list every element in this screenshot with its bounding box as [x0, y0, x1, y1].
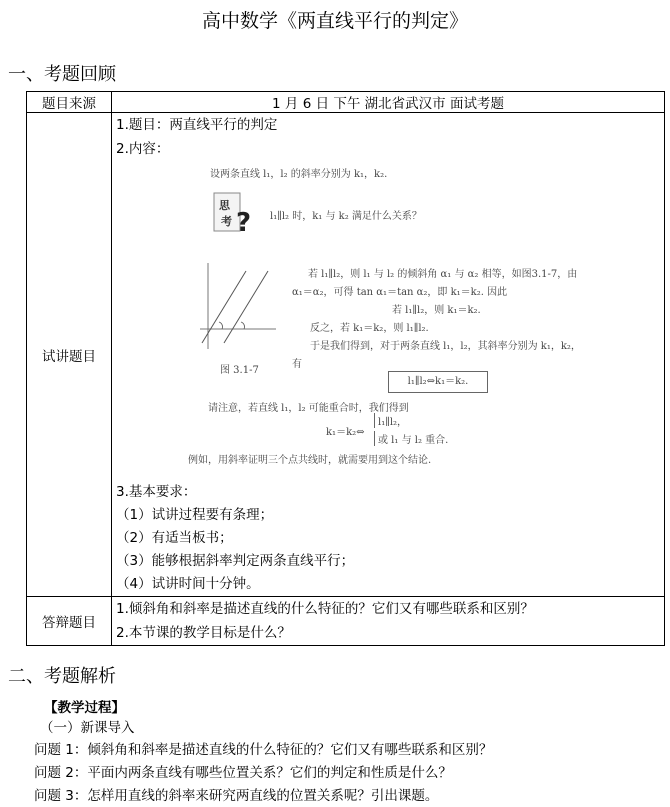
section-heading-review: 一、考题回顾: [8, 64, 116, 85]
source-value: 1 月 6 日 下午 湖北省武汉市 面试考题: [112, 92, 665, 113]
exam-table: [26, 91, 665, 646]
note-left: k₁＝k₂⇔: [326, 427, 365, 438]
figure-caption: 图 3.1-7: [220, 365, 259, 376]
think-badge-icon: [212, 187, 256, 237]
source-label: 题目来源: [27, 92, 112, 113]
defense-label: 答辩题目: [27, 597, 112, 646]
note-right-2: 或 l₁ 与 l₂ 重合.: [374, 431, 448, 446]
textbook-p3: 若 l₁∥l₂，则 k₁＝k₂.: [392, 305, 481, 316]
svg-text:考: 考: [221, 215, 232, 228]
requirement-item: （1）试讲过程要有条理；: [116, 507, 274, 523]
defense-item: 1.倾斜角和斜率是描述直线的什么特征的？它们又有哪些联系和区别？: [116, 601, 534, 617]
question-2: 问题 2：平面内两条直线有哪些位置关系？它们的判定和性质是什么？: [34, 765, 452, 781]
defense-content: [112, 597, 665, 646]
formula-text: l₁∥l₂⇔k₁＝k₂.: [407, 376, 469, 387]
page-title: 高中数学《两直线平行的判定》: [201, 10, 468, 32]
note-line: 请注意，若直线 l₁，l₂ 可能重合时，我们得到: [208, 403, 409, 414]
trial-content: [112, 113, 665, 597]
think-question: l₁∥l₂ 时，k₁ 与 k₂ 满足什么关系？: [270, 211, 422, 222]
requirement-item: （4）试讲时间十分钟。: [116, 576, 260, 592]
trial-label: 试讲题目: [27, 113, 112, 597]
textbook-p5: 于是我们得到，对于两条直线 l₁，l₂，其斜率分别为 k₁，k₂，: [310, 341, 581, 352]
question-3: 问题 3：怎样用直线的斜率来研究两直线的位置关系呢？引出课题。: [34, 788, 439, 804]
requirements-title: 3.基本要求：: [116, 484, 197, 500]
textbook-excerpt: [112, 161, 664, 481]
textbook-p1: 若 l₁∥l₂，则 l₁ 与 l₂ 的倾斜角 α₁ 与 α₂ 相等，如图3.1-7，由: [308, 269, 578, 280]
requirement-item: （2）有适当板书；: [116, 530, 233, 546]
example-line: 例如，用斜率证明三个点共线时，就需要用到这个结论.: [188, 455, 432, 466]
svg-text:思: 思: [219, 199, 230, 212]
figure-parallel-lines: [198, 259, 278, 357]
textbook-p4: 反之，若 k₁＝k₂，则 l₁∥l₂.: [310, 323, 429, 334]
textbook-p2: α₁＝α₂，可得 tan α₁＝tan α₂，即 k₁＝k₂. 因此: [292, 287, 508, 298]
defense-item: 2.本节课的教学目标是什么？: [116, 625, 291, 641]
requirement-item: （3）能够根据斜率判定两条直线平行；: [116, 553, 355, 569]
step-heading: （一）新课导入: [40, 720, 135, 736]
formula-box: [388, 371, 488, 393]
textbook-p6: 有: [292, 359, 302, 370]
content-label: 2.内容：: [116, 141, 170, 157]
question-1: 问题 1：倾斜角和斜率是描述直线的什么特征的？它们又有哪些联系和区别？: [34, 742, 493, 758]
topic-line: 1.题目：两直线平行的判定: [116, 117, 278, 133]
svg-text:?: ?: [236, 208, 252, 237]
textbook-line1: 设两条直线 l₁，l₂ 的斜率分别为 k₁，k₂.: [210, 169, 388, 180]
teaching-process-heading: 【教学过程】: [44, 700, 125, 716]
section-heading-analysis: 二、考题解析: [8, 666, 116, 687]
note-right-1: l₁∥l₂，: [374, 413, 407, 428]
